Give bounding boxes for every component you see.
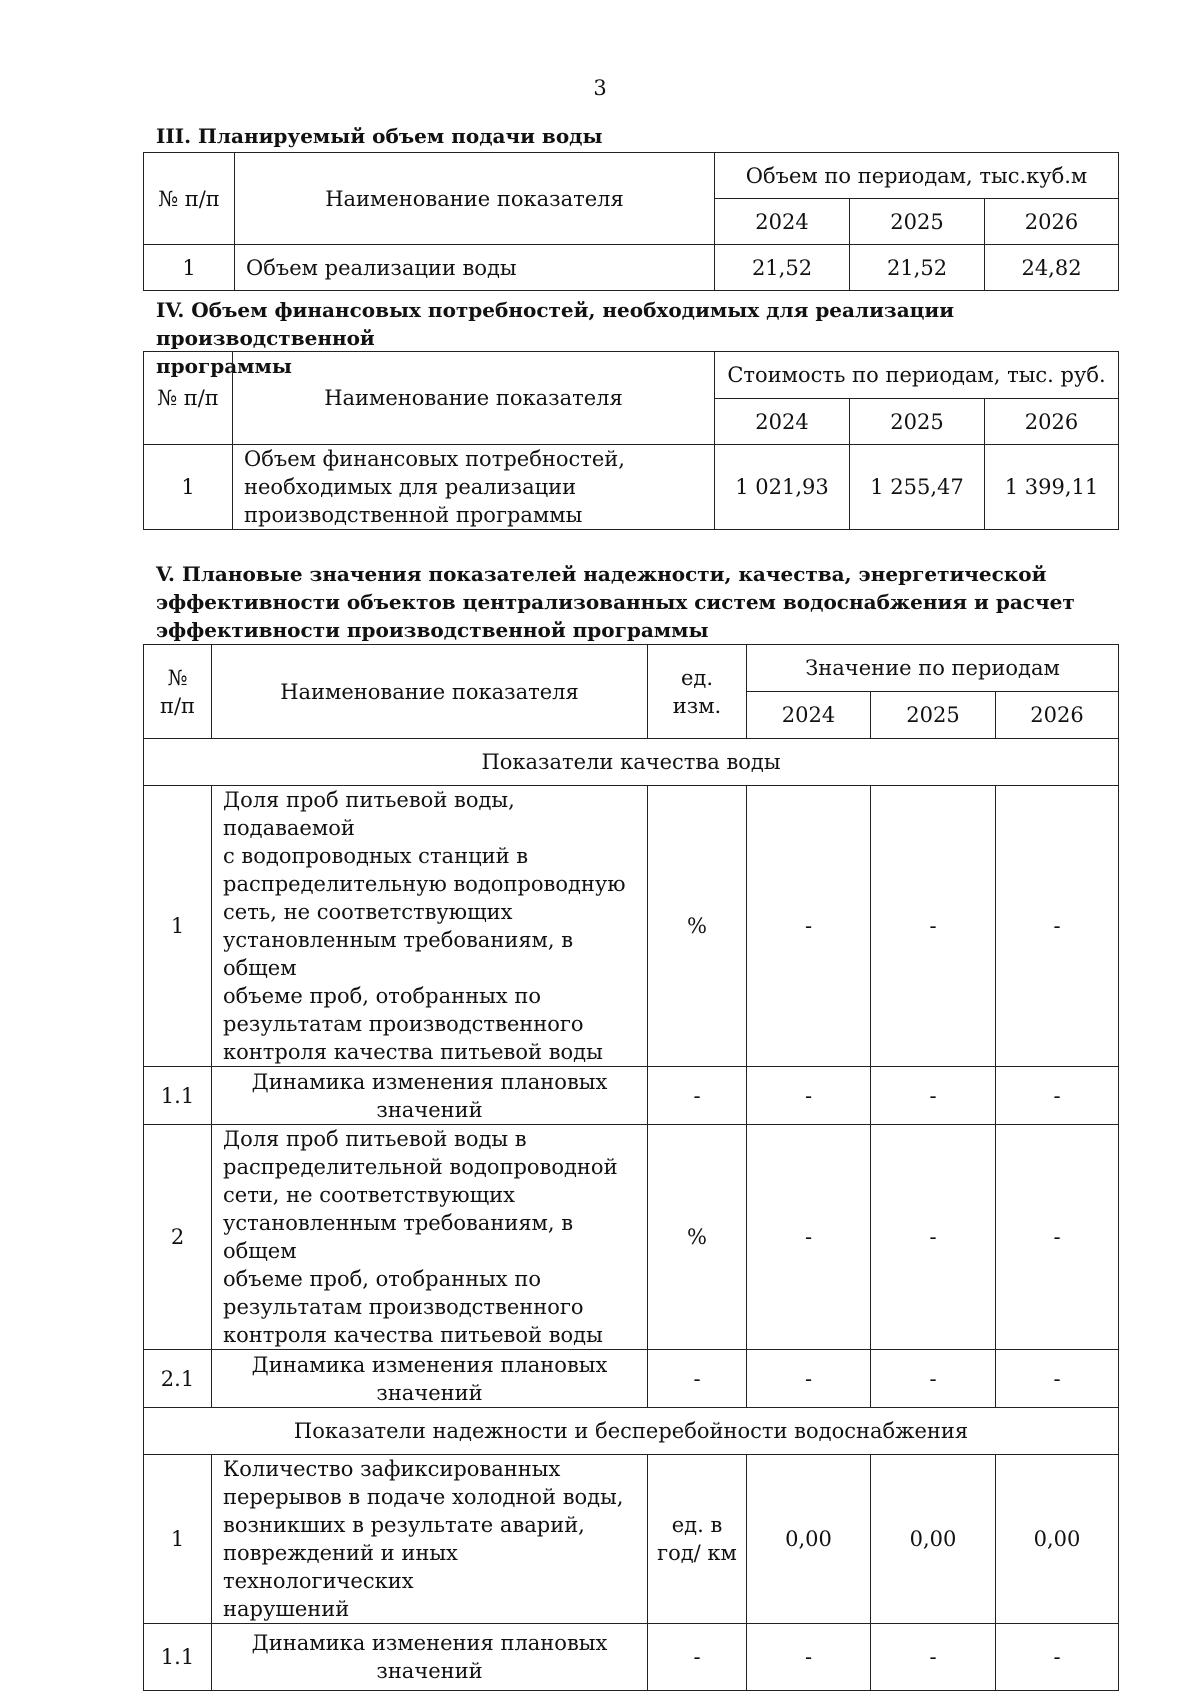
row-value: - [871,1067,996,1125]
table-row [144,1067,1119,1125]
supply-volume-table [143,152,1119,291]
header-year: 2024 [715,199,850,245]
row-value: - [996,1125,1119,1350]
header-name: Наименование показателя [233,352,715,445]
section-5-title [156,560,1116,644]
row-value: - [996,1350,1119,1408]
row-value: 0,00 [747,1455,871,1624]
group-title: Показатели надежности и бесперебойности водоснабжения [144,1408,1119,1455]
row-value: - [871,1624,996,1691]
table-row [144,245,1119,291]
row-value: - [747,786,871,1067]
header-year: 2024 [747,692,871,739]
row-value: - [747,1067,871,1125]
header-year: 2026 [985,199,1119,245]
row-value: - [747,1125,871,1350]
row-value: - [747,1624,871,1691]
row-name: Динамика изменения плановых значений [212,1350,648,1408]
row-name: Динамика изменения плановых значений [212,1624,648,1691]
row-value: 0,00 [871,1455,996,1624]
header-year: 2026 [985,399,1119,445]
header-name: Наименование показателя [212,645,648,739]
table-row [144,1125,1119,1350]
title-line: IV. Объем финансовых потребностей, необходимых для реализации производственной [156,298,955,350]
section-3-title: III. Планируемый объем подачи воды [156,124,603,148]
header-period-group: Объем по периодам, тыс.куб.м [715,153,1119,199]
row-value: - [871,786,996,1067]
row-value: 24,82 [985,245,1119,291]
row-num: 1 [144,445,233,530]
title-line: программы [156,354,292,378]
header-year: 2025 [850,399,985,445]
header-period-group: Стоимость по периодам, тыс. руб. [715,352,1119,399]
row-value: 1 021,93 [715,445,850,530]
indicators-table [143,644,1119,1691]
row-value: 0,00 [996,1455,1119,1624]
row-unit: ед. в год/ км [648,1455,747,1624]
group-row [144,1408,1119,1455]
table-row [144,786,1119,1067]
row-name: Динамика изменения плановых значений [212,1067,648,1125]
row-num: 1 [144,786,212,1067]
table-row [144,1350,1119,1408]
header-period-group: Значение по периодам [747,645,1119,692]
header-num: № п/п [144,352,233,445]
header-year: 2025 [871,692,996,739]
title-line: V. Плановые значения показателей надежности, качества, энергетической [156,562,1047,586]
header-year: 2025 [850,199,985,245]
row-name: Объем финансовых потребностей, необходимых для реализации производственной программы [233,445,715,530]
table-row [144,1624,1119,1691]
header-year: 2026 [996,692,1119,739]
header-num: № п/п [144,153,235,245]
row-value: - [871,1350,996,1408]
row-value: - [747,1350,871,1408]
row-unit: - [648,1350,747,1408]
header-name: Наименование показателя [235,153,715,245]
row-unit: % [648,1125,747,1350]
row-num: 1 [144,245,235,291]
row-value: - [996,1067,1119,1125]
row-value: - [996,786,1119,1067]
group-title: Показатели качества воды [144,739,1119,786]
row-value: - [996,1624,1119,1691]
row-num: 2.1 [144,1350,212,1408]
table-row [144,445,1119,530]
row-value: 1 399,11 [985,445,1119,530]
row-value: 21,52 [715,245,850,291]
header-unit: ед. изм. [648,645,747,739]
row-unit: % [648,786,747,1067]
row-num: 1.1 [144,1067,212,1125]
row-value: 1 255,47 [850,445,985,530]
row-num: 1.1 [144,1624,212,1691]
row-name: Доля проб питьевой воды, подаваемой с водопроводных станций в распределительную водопроводную сеть, не соответствующих установленным требованиям, в общем объеме проб, отобранных по результатам производственного контроля качества питьевой воды [212,786,648,1067]
row-name: Доля проб питьевой воды в распределительной водопроводной сети, не соответствующих установленным требованиям, в общем объеме проб, отобранных по результатам производственного контроля качества питьевой воды [212,1125,648,1350]
row-value: - [871,1125,996,1350]
row-name: Объем реализации воды [235,245,715,291]
title-line: эффективности объектов централизованных систем водоснабжения и расчет [156,590,1075,614]
title-line: эффективности производственной программы [156,618,709,642]
row-num: 2 [144,1125,212,1350]
table-row [144,1455,1119,1624]
page-number: 3 [593,76,607,100]
row-name: Количество зафиксированных перерывов в подаче холодной воды, возникших в результате аварий, повреждений и иных технологических нарушений [212,1455,648,1624]
header-year: 2024 [715,399,850,445]
row-unit: - [648,1624,747,1691]
row-unit: - [648,1067,747,1125]
financial-needs-table [143,351,1119,530]
row-value: 21,52 [850,245,985,291]
row-num: 1 [144,1455,212,1624]
header-num: № п/п [144,645,212,739]
group-row [144,739,1119,786]
